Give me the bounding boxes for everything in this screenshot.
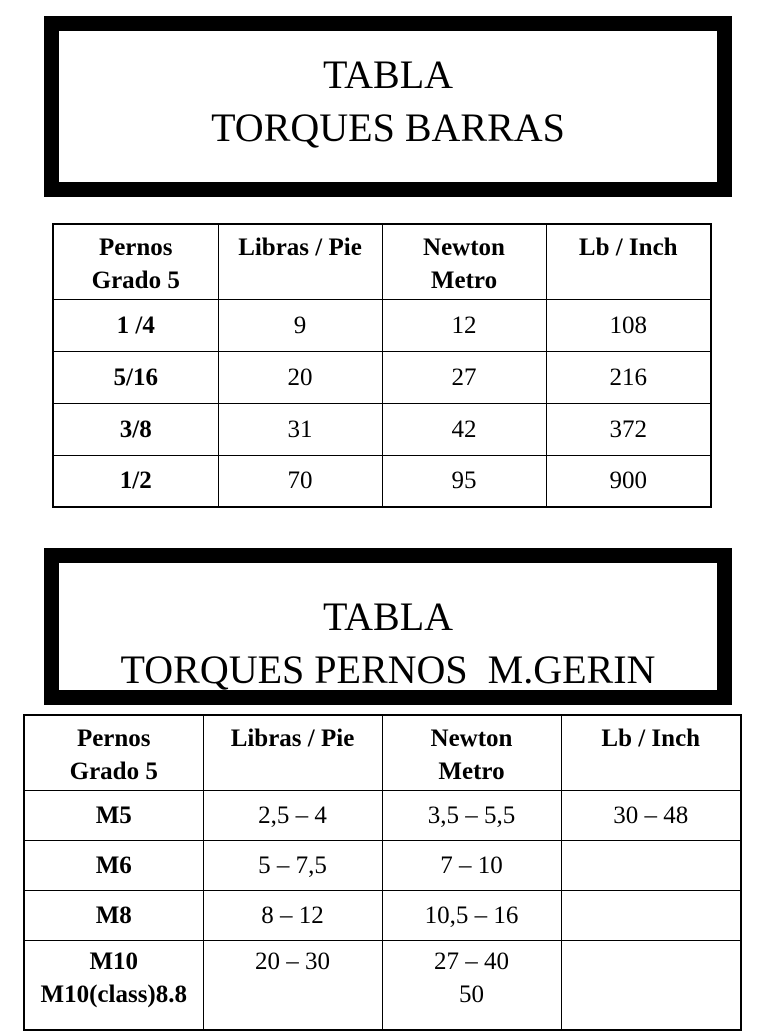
cell-lb-in xyxy=(561,890,741,940)
torques-barras-table xyxy=(52,223,712,508)
cell-lb-ft: 20 – 30 xyxy=(203,940,382,1030)
cell-lb-ft: 2,5 – 4 xyxy=(203,790,382,840)
cell-lb-ft: 9 xyxy=(218,299,382,351)
table-row xyxy=(53,299,711,351)
title-line-tabla: TABLA xyxy=(322,594,454,639)
table-row xyxy=(24,940,741,1030)
table-row xyxy=(24,790,741,840)
cell-bolt-line1: M10 xyxy=(89,947,139,975)
header-nm-line1: Newton xyxy=(430,725,513,752)
cell-nm: 12 xyxy=(382,299,546,351)
table-row xyxy=(53,455,711,507)
header-newton-metro xyxy=(382,715,561,790)
cell-nm xyxy=(382,940,561,1030)
header-newton-metro xyxy=(382,224,546,299)
header-bolt-line2: Grado 5 xyxy=(91,267,180,294)
cell-bolt: M8 xyxy=(24,890,203,940)
cell-nm: 3,5 – 5,5 xyxy=(382,790,561,840)
cell-bolt: 1/2 xyxy=(53,455,218,507)
cell-bolt: 1 /4 xyxy=(53,299,218,351)
cell-lb-ft: 20 xyxy=(218,351,382,403)
title-line-torques-barras: TORQUES BARRAS xyxy=(211,105,565,150)
table-row xyxy=(24,840,741,890)
header-bolt-grade xyxy=(53,224,218,299)
table-header-row xyxy=(24,715,741,790)
cell-lb-in: 216 xyxy=(546,351,711,403)
cell-nm: 42 xyxy=(382,403,546,455)
cell-bolt: 3/8 xyxy=(53,403,218,455)
table-row xyxy=(53,403,711,455)
cell-lb-in: 372 xyxy=(546,403,711,455)
cell-lb-ft: 8 – 12 xyxy=(203,890,382,940)
cell-bolt: M5 xyxy=(24,790,203,840)
cell-lb-ft: 31 xyxy=(218,403,382,455)
cell-lb-in xyxy=(561,840,741,890)
header-nm-line1: Newton xyxy=(423,234,505,261)
header-nm-line2: Metro xyxy=(430,267,498,294)
title-line-torques-pernos: TORQUES PERNOS M.GERIN xyxy=(120,647,656,692)
cell-bolt: M6 xyxy=(24,840,203,890)
cell-lb-in: 108 xyxy=(546,299,711,351)
cell-bolt-line2: M10(class)8.8 xyxy=(40,980,187,1008)
cell-nm-line1: 27 – 40 xyxy=(434,947,509,975)
header-lb-ft: Libras / Pie xyxy=(203,715,382,790)
table-row xyxy=(24,890,741,940)
header-bolt-grade xyxy=(24,715,203,790)
cell-lb-in: 30 – 48 xyxy=(561,790,741,840)
cell-lb-ft: 70 xyxy=(218,455,382,507)
cell-nm: 10,5 – 16 xyxy=(382,890,561,940)
torques-pernos-table xyxy=(23,714,742,1031)
header-bolt-line2: Grado 5 xyxy=(69,758,158,785)
cell-nm-line2: 50 xyxy=(459,980,484,1008)
table-header-row xyxy=(53,224,711,299)
cell-nm: 95 xyxy=(382,455,546,507)
header-bolt-line1: Pernos xyxy=(98,234,173,261)
cell-lb-in: 900 xyxy=(546,455,711,507)
cell-lb-ft: 5 – 7,5 xyxy=(203,840,382,890)
cell-bolt: 5/16 xyxy=(53,351,218,403)
title-line-tabla: TABLA xyxy=(322,52,454,97)
cell-lb-in xyxy=(561,940,741,1030)
title-box-torques-barras xyxy=(44,16,732,197)
cell-nm: 7 – 10 xyxy=(382,840,561,890)
header-nm-line2: Metro xyxy=(438,758,505,785)
header-lb-ft: Libras / Pie xyxy=(218,224,382,299)
cell-bolt xyxy=(24,940,203,1030)
cell-nm: 27 xyxy=(382,351,546,403)
header-lb-inch: Lb / Inch xyxy=(561,715,741,790)
header-bolt-line1: Pernos xyxy=(76,725,151,752)
title-box-torques-pernos xyxy=(44,548,732,705)
header-lb-inch: Lb / Inch xyxy=(546,224,711,299)
table-row xyxy=(53,351,711,403)
